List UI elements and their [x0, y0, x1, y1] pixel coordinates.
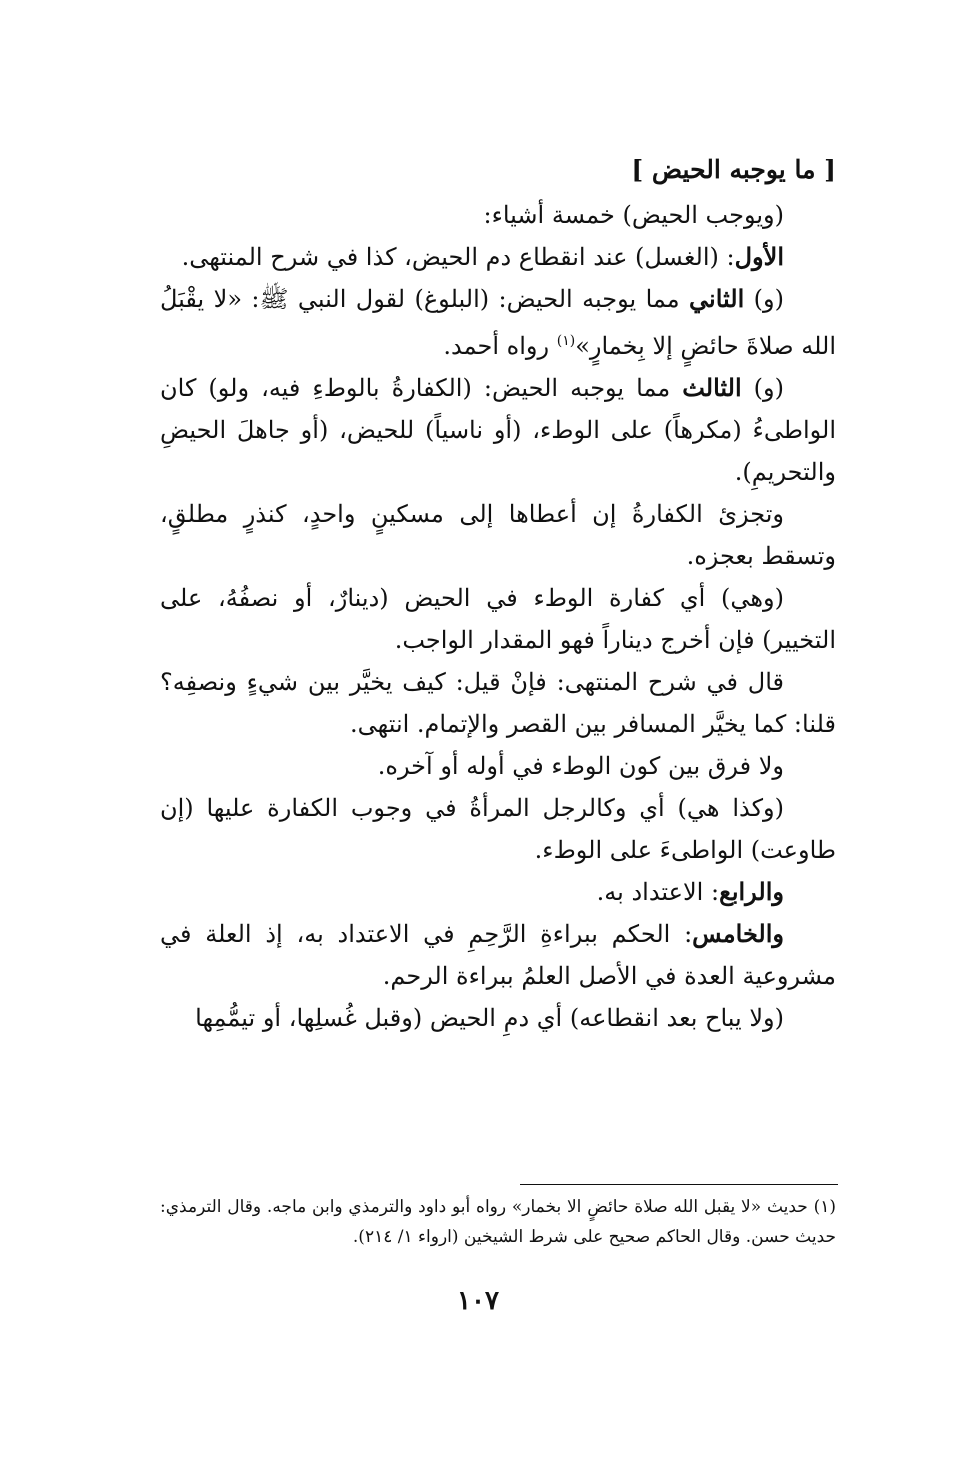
paragraph-9: (وكذا هي) أي وكالرجل المرأةُ في وجوب الكفارة عليها (إن طاوعت) الواطىءَ على الوطء. [160, 794, 836, 864]
footnote: (١) حديث «لا يقبل الله صلاة حائضٍ الا بخمار» رواه أبو داود والترمذي وابن ماجه. وقال الترمذي: حديث حسن. وقال الحاكم صحيح على شرط الشيخين (ارواء ١/ ٢١٤). [160, 1197, 836, 1247]
footnote-marker[interactable]: (١) [556, 333, 576, 349]
paragraph-4: (و) الثالث مما يوجبه الحيض: (الكفارةُ بالوطءِ فيه، ولو) كان الواطىءُ (مكرهاً) على الوطء، (أو ناسياً) للحيض، (أو جاهلَ الحيضِ والتحريمِ). [160, 373, 836, 486]
paragraph-7: قال في شرح المنتهى: فإنْ قيل: كيف يخيَّر بين شيءٍ ونصفِه؟ قلنا: كما يخيَّر المسافر بين القصر والإتمام. انتهى. [160, 668, 836, 738]
paragraph-1: (ويوجب الحيض) خمسة أشياء: [483, 201, 784, 229]
paragraph-8: ولا فرق بين كون الوطء في أوله أو آخره. [377, 752, 784, 780]
paragraph-2: الأول: (الغسل) عند انقطاع دم الحيض، كذا في شرح المنتهى. [181, 242, 784, 271]
paragraph-11: والخامس: الحكم ببراءةِ الرَّحِمِ في الاعتداد به، إذ العلة في مشروعية العدة في الأصل العلمُ ببراءة الرحم. [160, 919, 836, 990]
paragraph-5: وتجزئ الكفارةُ إن أعطاها إلى مسكينٍ واحدٍ، كنذرٍ مطلقٍ، وتسقط بعجزه. [160, 500, 836, 570]
page-number: ١٠٧ [457, 1286, 499, 1316]
paragraph-12: (ولا يباح بعد انقطاعه) أي دمِ الحيض (وقبل غُسلِها، أو تيمُّمِها [195, 1004, 784, 1032]
footnote-divider [520, 1184, 838, 1185]
paragraph-10: والرابع: الاعتداد به. [596, 877, 784, 906]
paragraph-6: (وهي) أي كفارة الوطء في الحيض (دينارٌ، أو نصفُهُ، على التخيير) فإن أخرج ديناراً فهو المقدار الواجب. [160, 584, 836, 654]
page-body [160, 150, 836, 1039]
paragraph-3: (و) الثاني مما يوجبه الحيض: (البلوغ) لقول النبي ﷺ: «لا يقْبَلُ الله صلاةَ حائضٍ إلا بِخمارٍ»$^{(١)}$ رواه أحمد. [160, 284, 836, 360]
section-heading: [ ما يوجبه الحيض ] [631, 155, 836, 184]
